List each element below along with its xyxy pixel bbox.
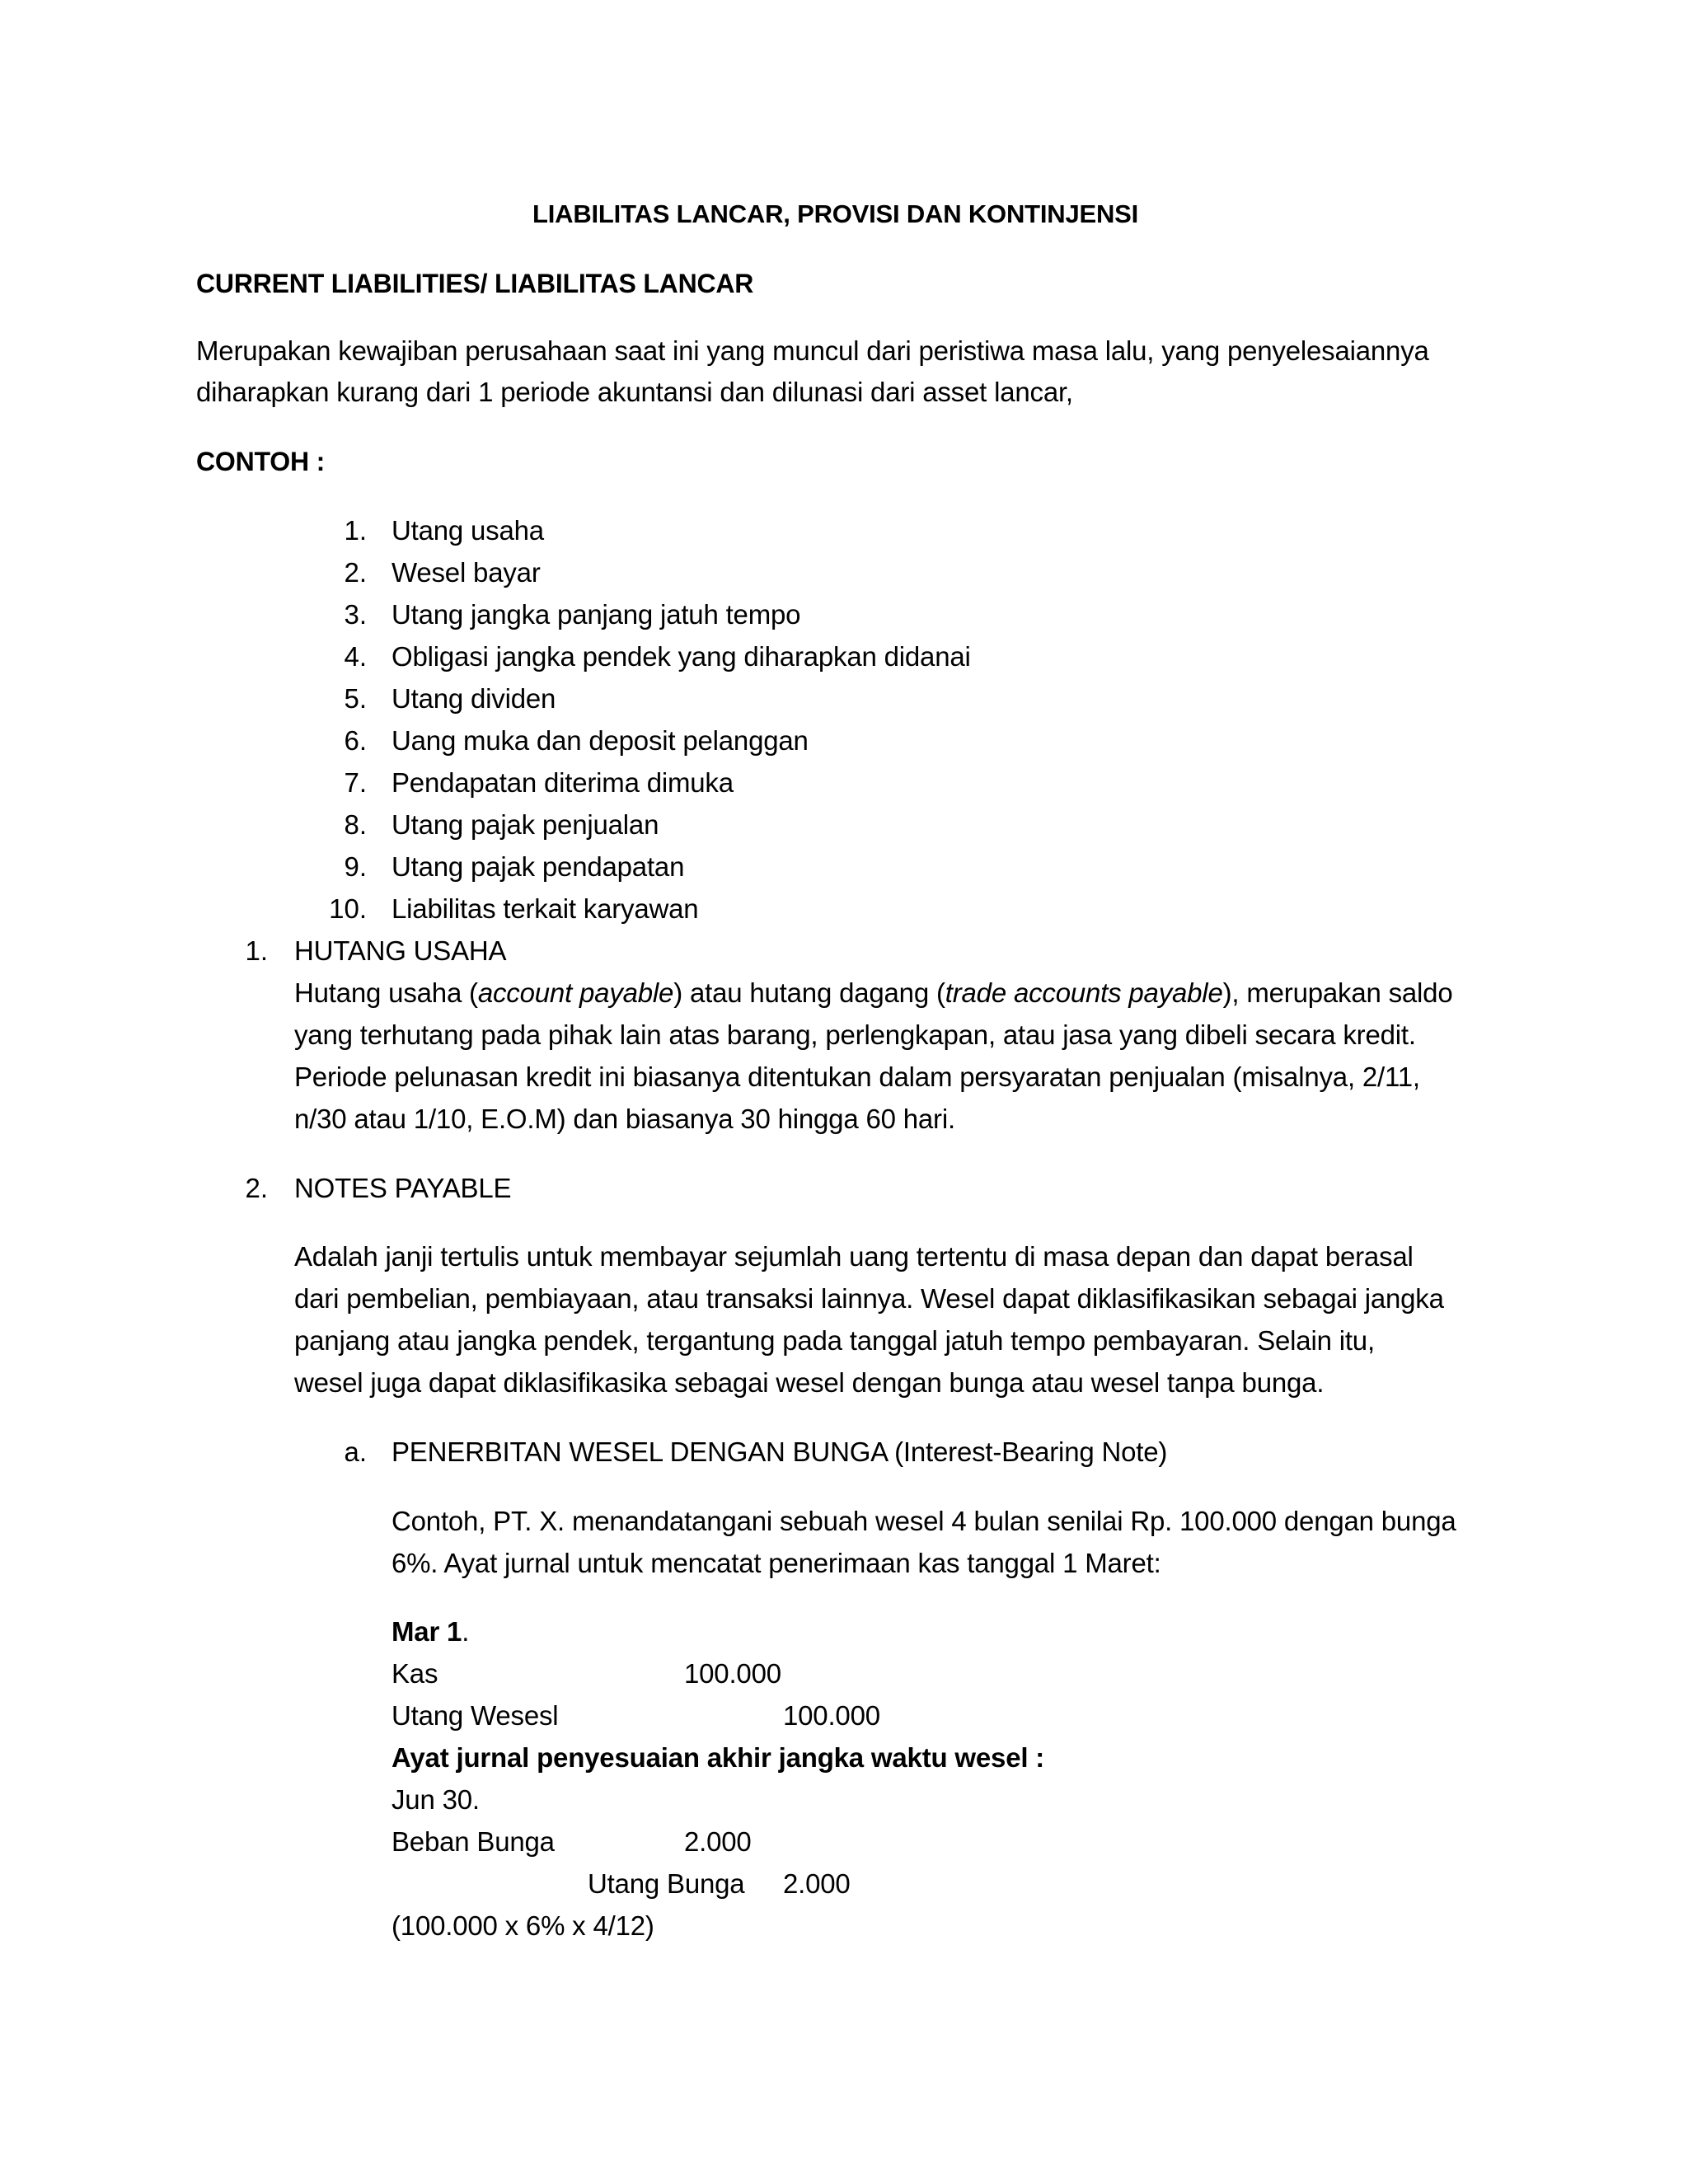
list-item-number: 4. — [344, 641, 367, 672]
paragraph-line: wesel juga dapat diklasifikasika sebagai wesel dengan bunga atau wesel tanpa bunga. — [294, 1367, 1325, 1398]
subsection-heading: PENERBITAN WESEL DENGAN BUNGA (Interest-Bearing Note) — [392, 1436, 1168, 1467]
journal-debit-account: Beban Bunga — [392, 1826, 555, 1857]
subsection-letter: a. — [344, 1436, 367, 1467]
list-item-number: 8. — [344, 809, 367, 840]
interest-calculation: (100.000 x 6% x 4/12) — [392, 1910, 654, 1941]
journal-date: Mar 1. — [392, 1616, 470, 1647]
example-line: 6%. Ayat jurnal untuk mencatat penerimaan kas tanggal 1 Maret: — [392, 1548, 1161, 1578]
section-number: 2. — [245, 1173, 268, 1203]
paragraph-line: Periode pelunasan kredit ini biasanya ditentukan dalam persyaratan penjualan (misalnya, 2/11, — [294, 1062, 1420, 1092]
list-item-number: 2. — [344, 557, 367, 588]
list-item-text: Utang pajak pendapatan — [392, 851, 685, 882]
paragraph-line: yang terhutang pada pihak lain atas barang, perlengkapan, atau jasa yang dibeli secara kredit. — [294, 1019, 1416, 1050]
journal-credit-amount: 2.000 — [783, 1868, 851, 1899]
page-title: LIABILITAS LANCAR, PROVISI DAN KONTINJENSI — [532, 199, 1139, 228]
journal-credit-account: Utang Wesesl — [392, 1700, 559, 1731]
paragraph-line: dari pembelian, pembiayaan, atau transaksi lainnya. Wesel dapat diklasifikasikan sebagai jangka — [294, 1283, 1444, 1314]
example-line: Contoh, PT. X. menandatangani sebuah wesel 4 bulan senilai Rp. 100.000 dengan bunga — [392, 1506, 1456, 1536]
list-item-text: Utang jangka panjang jatuh tempo — [392, 599, 801, 630]
list-item-text: Utang usaha — [392, 515, 544, 546]
section-number: 1. — [245, 935, 268, 966]
intro-line-1: Merupakan kewajiban perusahaan saat ini yang muncul dari peristiwa masa lalu, yang penyelesaiannya — [196, 335, 1429, 366]
journal-debit-account: Kas — [392, 1658, 438, 1689]
list-item-text: Wesel bayar — [392, 557, 541, 588]
journal-debit-amount: 2.000 — [684, 1826, 752, 1857]
journal-date: Jun 30. — [392, 1784, 480, 1815]
paragraph-line: panjang atau jangka pendek, tergantung pada tanggal jatuh tempo pembayaran. Selain itu, — [294, 1325, 1375, 1356]
list-item-number: 7. — [344, 767, 367, 798]
paragraph-line: Hutang usaha (account payable) atau hutang dagang (trade accounts payable), merupakan saldo — [294, 977, 1453, 1008]
adjusting-entry-heading: Ayat jurnal penyesuaian akhir jangka waktu wesel : — [392, 1742, 1045, 1773]
section-heading: CURRENT LIABILITIES/ LIABILITAS LANCAR — [196, 269, 754, 298]
intro-line-2: diharapkan kurang dari 1 periode akuntansi dan dilunasi dari asset lancar, — [196, 377, 1073, 407]
list-item-number: 5. — [344, 683, 367, 714]
list-item-text: Utang pajak penjualan — [392, 809, 659, 840]
contoh-label: CONTOH : — [196, 447, 326, 476]
list-item-number: 9. — [344, 851, 367, 882]
list-item-text: Liabilitas terkait karyawan — [392, 893, 699, 924]
section-heading: NOTES PAYABLE — [294, 1173, 512, 1203]
list-item-text: Obligasi jangka pendek yang diharapkan didanai — [392, 641, 971, 672]
list-item-number: 1. — [344, 515, 367, 546]
journal-credit-amount: 100.000 — [783, 1700, 880, 1731]
list-item-number: 6. — [344, 725, 367, 756]
paragraph-line: n/30 atau 1/10, E.O.M) dan biasanya 30 hingga 60 hari. — [294, 1104, 955, 1134]
paragraph-line: Adalah janji tertulis untuk membayar sejumlah uang tertentu di masa depan dan dapat berasal — [294, 1241, 1414, 1272]
journal-credit-account: Utang Bunga — [588, 1868, 745, 1899]
section-heading: HUTANG USAHA — [294, 935, 507, 966]
list-item-number: 10. — [329, 893, 367, 924]
list-item-text: Utang dividen — [392, 683, 556, 714]
list-item-text: Uang muka dan deposit pelanggan — [392, 725, 809, 756]
list-item-text: Pendapatan diterima dimuka — [392, 767, 734, 798]
journal-debit-amount: 100.000 — [684, 1658, 781, 1689]
list-item-number: 3. — [344, 599, 367, 630]
